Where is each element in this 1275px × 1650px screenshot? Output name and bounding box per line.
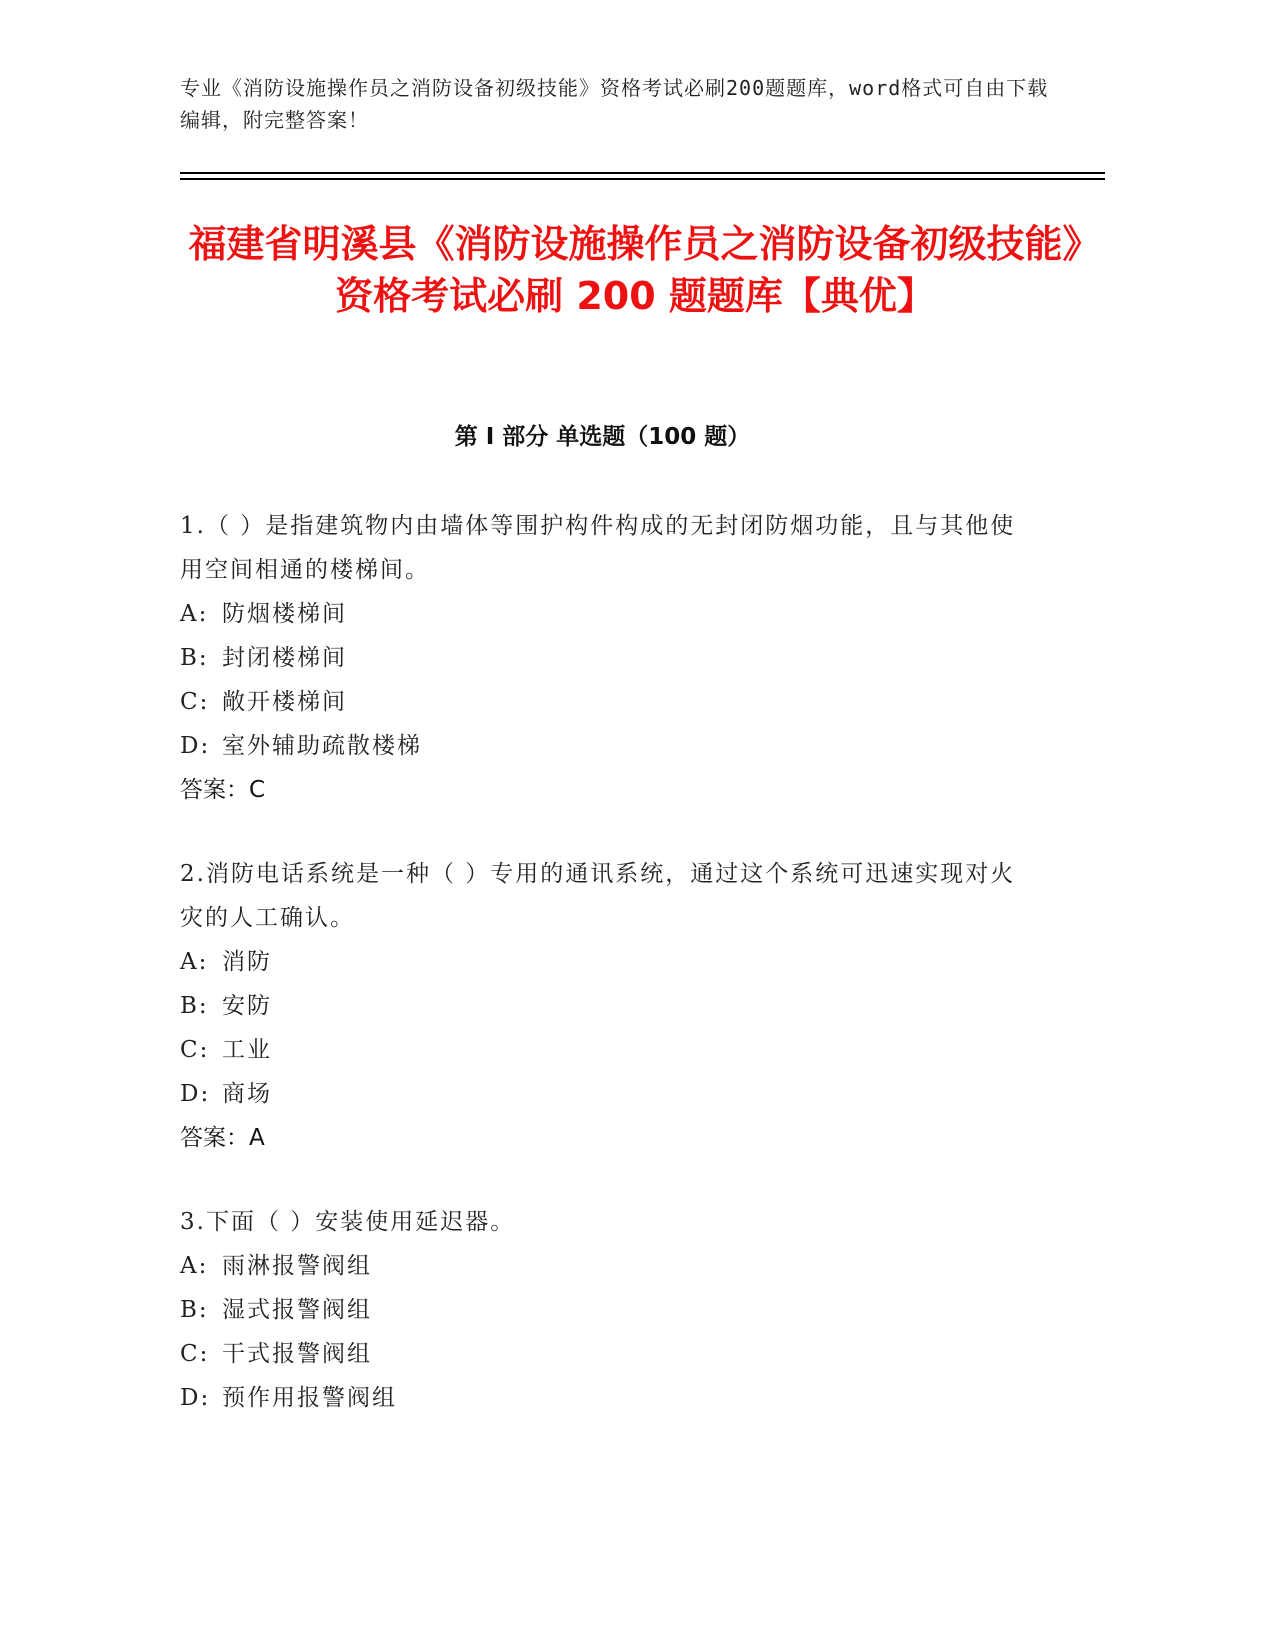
question-1 <box>180 504 1030 812</box>
option-text: 雨淋报警阀组 <box>222 1253 372 1279</box>
option-d <box>180 1072 1030 1116</box>
option-c <box>180 1028 1030 1072</box>
header-rule-top <box>180 172 1105 174</box>
option-a <box>180 592 1030 636</box>
option-key: D: <box>180 1081 211 1107</box>
option-text: 室外辅助疏散楼梯 <box>222 733 422 759</box>
option-text: 封闭楼梯间 <box>222 645 347 671</box>
option-c <box>180 680 1030 724</box>
option-text: 干式报警阀组 <box>222 1341 372 1367</box>
option-b <box>180 1288 1030 1332</box>
option-key: C: <box>180 689 210 715</box>
option-b <box>180 984 1030 1028</box>
question-text: 2.消防电话系统是一种（ ）专用的通讯系统，通过这个系统可迅速实现对火灾的人工确认。 <box>180 861 1016 931</box>
question-3 <box>180 1200 1030 1420</box>
option-key: B: <box>180 993 209 1019</box>
option-a <box>180 940 1030 984</box>
option-text: 敞开楼梯间 <box>222 689 347 715</box>
option-key: D: <box>180 733 211 759</box>
option-text: 安防 <box>222 993 272 1019</box>
option-text: 商场 <box>222 1081 272 1107</box>
option-text: 湿式报警阀组 <box>222 1297 372 1323</box>
answer: 答案：C <box>180 777 266 803</box>
option-key: A: <box>180 949 209 975</box>
intro-text: 专业《消防设施操作员之消防设备初级技能》资格考试必刷200题题库，word格式可自由下载编辑，附完整答案！ <box>180 76 1049 132</box>
option-b <box>180 636 1030 680</box>
question-text: 1.（ ）是指建筑物内由墙体等围护构件构成的无封闭防烟功能，且与其他使用空间相通的楼梯间。 <box>180 513 1016 583</box>
option-c <box>180 1332 1030 1376</box>
section-title: 第 I 部分 单选题（100 题） <box>454 424 751 450</box>
option-key: A: <box>180 601 209 627</box>
option-key: D: <box>180 1385 211 1411</box>
answer: 答案：A <box>180 1125 265 1151</box>
option-text: 防烟楼梯间 <box>222 601 347 627</box>
option-text: 消防 <box>222 949 272 975</box>
option-key: B: <box>180 1297 209 1323</box>
option-d <box>180 1376 1030 1420</box>
option-text: 预作用报警阀组 <box>222 1385 397 1411</box>
option-text: 工业 <box>222 1037 272 1063</box>
header-rule-bottom <box>180 178 1105 180</box>
option-key: B: <box>180 645 209 671</box>
option-key: C: <box>180 1037 210 1063</box>
question-2 <box>180 852 1030 1160</box>
option-key: C: <box>180 1341 210 1367</box>
document-title: 福建省明溪县《消防设施操作员之消防设备初级技能》资格考试必刷 200 题题库【典优】 <box>188 222 1082 318</box>
question-text: 3.下面（ ）安装使用延迟器。 <box>180 1209 516 1235</box>
option-a <box>180 1244 1030 1288</box>
option-key: A: <box>180 1253 209 1279</box>
option-d <box>180 724 1030 768</box>
